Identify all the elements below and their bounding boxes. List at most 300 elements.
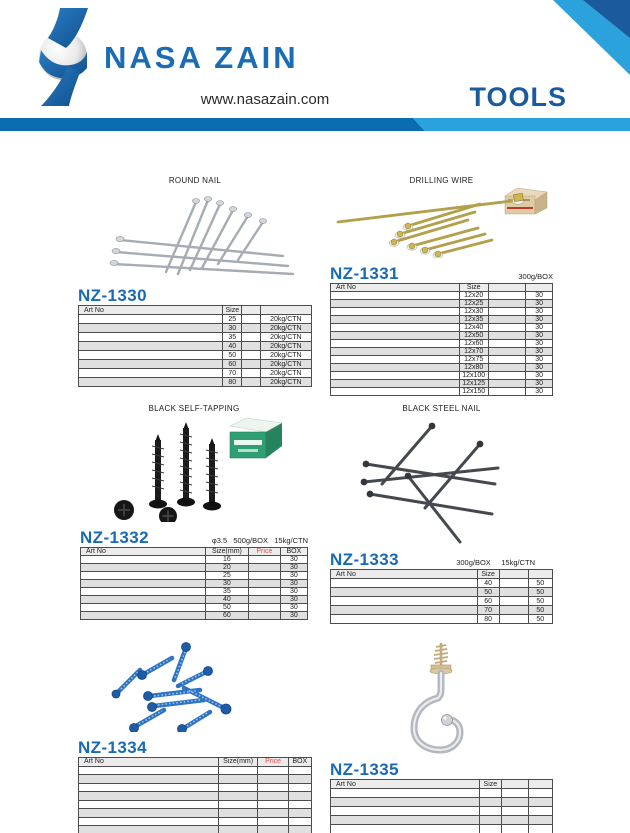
table-row [81, 580, 308, 588]
table-cell: 30 [526, 332, 553, 340]
table-cell: 30 [526, 308, 553, 316]
table-cell [331, 308, 460, 316]
table-cell: 12x100 [459, 372, 488, 380]
table-cell: 30 [280, 596, 307, 604]
table-row [81, 596, 308, 604]
table-cell: 20kg/CTN [260, 369, 311, 378]
model-number: NZ-1334 [78, 738, 147, 757]
table-cell: 80 [477, 615, 499, 624]
column-header: Size [223, 306, 242, 315]
table-cell: 50 [528, 597, 552, 606]
table-row [79, 775, 312, 784]
table-row [79, 351, 312, 360]
table-cell [499, 588, 528, 597]
table-cell: 50 [528, 606, 552, 615]
table-cell [79, 800, 219, 809]
header-divider-bar [0, 118, 630, 131]
table-row [331, 825, 553, 833]
table-cell: 12x35 [459, 316, 488, 324]
table-cell [488, 388, 526, 396]
column-header [501, 780, 528, 789]
table-cell [501, 825, 528, 833]
corner-ribbon-decoration [550, 0, 630, 78]
table-cell [242, 369, 261, 378]
table-row [79, 809, 312, 818]
table-cell: 12x40 [459, 324, 488, 332]
model-number: NZ-1330 [78, 286, 147, 305]
column-header: BOX [280, 548, 307, 556]
gold-drilling-screws-image [330, 188, 553, 258]
table-cell [488, 316, 526, 324]
table-row [81, 604, 308, 612]
table-row [331, 388, 553, 396]
table-cell [331, 364, 460, 372]
table-cell [248, 580, 280, 588]
table-row [331, 356, 553, 364]
column-header: Art No [79, 306, 223, 315]
table-cell: 50 [528, 615, 552, 624]
table-cell: 50 [223, 351, 242, 360]
column-header: Size(mm) [218, 758, 258, 767]
table-cell: 30 [526, 348, 553, 356]
packing-spec: φ3.5 500g/BOX 15kg/CTN [211, 536, 308, 545]
table-row [81, 564, 308, 572]
table-cell [258, 792, 288, 801]
table-cell: 30 [280, 580, 307, 588]
round-nails-image [78, 188, 312, 280]
size-table [330, 283, 553, 396]
table-cell [81, 556, 206, 564]
table-cell: 30 [526, 364, 553, 372]
table-cell [258, 775, 288, 784]
table-row [331, 588, 553, 597]
table-row [331, 380, 553, 388]
table-cell: 40 [205, 596, 248, 604]
table-cell [488, 372, 526, 380]
product-title: ROUND NAIL [168, 176, 222, 185]
table-cell: 12x70 [459, 348, 488, 356]
table-cell [218, 766, 258, 775]
table-cell: 30 [205, 580, 248, 588]
table-cell [79, 360, 223, 369]
table-cell [488, 292, 526, 300]
table-cell [288, 826, 311, 833]
table-cell [79, 817, 219, 826]
column-header [499, 570, 528, 579]
table-row [331, 816, 553, 825]
black-self-tapping-screws-image [80, 416, 308, 522]
table-cell: 30 [280, 572, 307, 580]
table-cell [81, 612, 206, 620]
cup-hook-image [330, 638, 553, 754]
column-header [260, 306, 311, 315]
table-cell [79, 766, 219, 775]
table-cell: 30 [526, 300, 553, 308]
product-section-nz-1330 [78, 176, 312, 387]
table-cell: 35 [205, 588, 248, 596]
table-cell: 50 [528, 588, 552, 597]
page-title: TOOLS [469, 82, 567, 112]
table-row [331, 789, 553, 798]
brand-name: NASA ZAIN [104, 40, 299, 75]
table-cell [331, 292, 460, 300]
table-cell [331, 807, 480, 816]
table-cell: 70 [223, 369, 242, 378]
table-cell [218, 792, 258, 801]
table-cell [488, 324, 526, 332]
column-header: Art No [331, 780, 480, 789]
table-cell [488, 348, 526, 356]
model-number: NZ-1332 [80, 528, 149, 547]
table-cell: 20kg/CTN [260, 360, 311, 369]
table-row [79, 342, 312, 351]
table-row [331, 340, 553, 348]
table-cell [331, 825, 480, 833]
table-cell: 30 [526, 372, 553, 380]
table-cell [488, 340, 526, 348]
table-row [331, 292, 553, 300]
column-header [528, 570, 552, 579]
table-cell [331, 606, 478, 615]
table-cell: 12x125 [459, 380, 488, 388]
table-cell: 20 [205, 564, 248, 572]
nasa-zain-logo [33, 8, 95, 106]
table-cell: 50 [528, 579, 552, 588]
column-header: Size(mm) [205, 548, 248, 556]
packing-spec: 300g/BOX 15kg/CTN [456, 558, 535, 567]
column-header: BOX [288, 758, 311, 767]
table-cell [218, 775, 258, 784]
table-cell: 20kg/CTN [260, 351, 311, 360]
model-number: NZ-1331 [330, 264, 399, 283]
table-cell [242, 378, 261, 387]
column-header: Art No [331, 570, 478, 579]
table-cell [79, 792, 219, 801]
column-header: Price [258, 758, 288, 767]
table-cell [331, 316, 460, 324]
table-cell [528, 816, 552, 825]
table-cell [331, 798, 480, 807]
product-section-nz-1332 [80, 404, 308, 620]
table-cell [501, 789, 528, 798]
table-cell [331, 348, 460, 356]
table-cell: 30 [526, 324, 553, 332]
table-cell [81, 604, 206, 612]
website-url: www.nasazain.com [200, 91, 330, 108]
table-cell: 30 [280, 604, 307, 612]
table-cell: 40 [223, 342, 242, 351]
table-cell: 20kg/CTN [260, 378, 311, 387]
table-cell [258, 766, 288, 775]
table-cell: 35 [223, 333, 242, 342]
model-number: NZ-1333 [330, 550, 399, 569]
table-cell [331, 789, 480, 798]
table-cell [331, 372, 460, 380]
table-cell: 30 [526, 316, 553, 324]
product-section-nz-1331 [330, 176, 553, 396]
table-cell [248, 604, 280, 612]
table-cell [258, 809, 288, 818]
table-cell [258, 817, 288, 826]
table-cell: 20kg/CTN [260, 315, 311, 324]
table-row [331, 798, 553, 807]
column-header [526, 284, 553, 292]
product-title: BLACK SELF-TAPPING [148, 404, 240, 413]
table-cell [79, 809, 219, 818]
table-cell [499, 615, 528, 624]
table-cell [479, 789, 501, 798]
table-cell: 30 [526, 340, 553, 348]
table-cell [81, 588, 206, 596]
table-cell [288, 766, 311, 775]
table-header-row [331, 570, 553, 579]
column-header: Size [477, 570, 499, 579]
table-row [331, 364, 553, 372]
table-cell [288, 800, 311, 809]
table-cell [528, 825, 552, 833]
table-cell [488, 308, 526, 316]
table-row [81, 572, 308, 580]
column-header: Price [248, 548, 280, 556]
table-cell [248, 612, 280, 620]
table-row [79, 315, 312, 324]
table-cell [331, 332, 460, 340]
size-table [330, 569, 553, 624]
table-cell [248, 572, 280, 580]
table-row [331, 316, 553, 324]
table-row [81, 588, 308, 596]
table-cell [479, 825, 501, 833]
table-cell: 40 [477, 579, 499, 588]
table-cell [288, 809, 311, 818]
table-cell [288, 792, 311, 801]
table-cell [242, 315, 261, 324]
table-row [79, 324, 312, 333]
table-row [79, 817, 312, 826]
table-row [79, 766, 312, 775]
table-cell: 30 [280, 588, 307, 596]
table-cell [258, 800, 288, 809]
table-row [331, 348, 553, 356]
table-cell: 70 [477, 606, 499, 615]
table-cell: 30 [280, 612, 307, 620]
table-cell [288, 783, 311, 792]
table-header-row [81, 548, 308, 556]
table-cell [501, 807, 528, 816]
table-cell [258, 783, 288, 792]
size-table [330, 779, 553, 833]
table-row [79, 369, 312, 378]
table-row [331, 615, 553, 624]
table-cell [81, 596, 206, 604]
size-table [78, 757, 312, 833]
table-cell [488, 332, 526, 340]
table-cell: 30 [223, 324, 242, 333]
table-row [331, 807, 553, 816]
table-cell [248, 564, 280, 572]
table-cell [242, 342, 261, 351]
table-cell [331, 588, 478, 597]
table-cell [331, 579, 478, 588]
table-cell: 12x75 [459, 356, 488, 364]
table-cell [488, 356, 526, 364]
table-cell [242, 360, 261, 369]
table-row [79, 360, 312, 369]
table-cell: 30 [526, 292, 553, 300]
table-cell [79, 783, 219, 792]
table-row [331, 324, 553, 332]
table-cell: 20kg/CTN [260, 333, 311, 342]
table-cell: 12x50 [459, 332, 488, 340]
table-row [331, 300, 553, 308]
table-cell [218, 783, 258, 792]
column-header: Size [479, 780, 501, 789]
product-section-nz-1334 [78, 638, 312, 833]
table-cell [79, 342, 223, 351]
table-cell: 12x30 [459, 308, 488, 316]
table-row [331, 597, 553, 606]
table-cell: 25 [223, 315, 242, 324]
table-cell: 60 [223, 360, 242, 369]
table-cell [528, 807, 552, 816]
table-cell: 12x25 [459, 300, 488, 308]
table-row [79, 783, 312, 792]
table-cell [79, 351, 223, 360]
size-table [78, 305, 312, 387]
table-cell: 60 [477, 597, 499, 606]
table-cell [499, 606, 528, 615]
table-cell [501, 798, 528, 807]
table-cell [248, 556, 280, 564]
table-row [331, 332, 553, 340]
table-cell: 25 [205, 572, 248, 580]
table-cell [248, 588, 280, 596]
table-cell [79, 369, 223, 378]
table-cell [499, 579, 528, 588]
table-row [79, 333, 312, 342]
table-cell [218, 817, 258, 826]
table-cell [331, 324, 460, 332]
table-cell [488, 300, 526, 308]
table-cell [79, 826, 219, 833]
column-header: Art No [79, 758, 219, 767]
table-cell [288, 817, 311, 826]
table-cell [331, 816, 480, 825]
table-cell [331, 300, 460, 308]
table-cell [79, 333, 223, 342]
table-header-row [79, 758, 312, 767]
table-cell: 30 [526, 388, 553, 396]
table-cell [218, 826, 258, 833]
column-header: Art No [331, 284, 460, 292]
column-header [488, 284, 526, 292]
table-cell [248, 596, 280, 604]
table-row [331, 372, 553, 380]
table-cell: 12x20 [459, 292, 488, 300]
table-cell: 60 [205, 612, 248, 620]
table-cell: 80 [223, 378, 242, 387]
size-table [80, 547, 308, 620]
table-cell [242, 351, 261, 360]
table-cell: 30 [280, 556, 307, 564]
table-cell [79, 378, 223, 387]
table-cell: 30 [280, 564, 307, 572]
table-cell [242, 324, 261, 333]
table-cell [218, 800, 258, 809]
table-cell [331, 380, 460, 388]
table-cell [288, 775, 311, 784]
packing-spec: 300g/BOX [518, 272, 553, 281]
table-cell [81, 564, 206, 572]
black-steel-nails-image [330, 416, 553, 544]
table-cell [331, 388, 460, 396]
table-cell [499, 597, 528, 606]
table-cell [331, 340, 460, 348]
column-header [242, 306, 261, 315]
model-number: NZ-1335 [330, 760, 399, 779]
table-cell [79, 775, 219, 784]
table-row [331, 606, 553, 615]
column-header: Art No [81, 548, 206, 556]
table-cell [528, 798, 552, 807]
blue-screws-image [78, 638, 312, 732]
table-cell [218, 809, 258, 818]
table-cell: 30 [526, 356, 553, 364]
table-row [79, 792, 312, 801]
table-row [79, 800, 312, 809]
table-row [79, 826, 312, 833]
table-cell [81, 572, 206, 580]
table-cell [501, 816, 528, 825]
table-header-row [331, 284, 553, 292]
table-cell: 50 [477, 588, 499, 597]
table-row [331, 308, 553, 316]
table-cell [258, 826, 288, 833]
table-cell [479, 798, 501, 807]
table-cell [81, 580, 206, 588]
table-cell [488, 380, 526, 388]
table-header-row [79, 306, 312, 315]
column-header [528, 780, 552, 789]
column-header: Size [459, 284, 488, 292]
table-cell: 50 [205, 604, 248, 612]
table-cell: 16 [205, 556, 248, 564]
table-row [81, 612, 308, 620]
product-section-nz-1335 [330, 638, 553, 833]
table-cell: 30 [526, 380, 553, 388]
table-cell [79, 324, 223, 333]
table-cell [331, 615, 478, 624]
table-cell: 12x80 [459, 364, 488, 372]
table-cell: 12x150 [459, 388, 488, 396]
table-cell [242, 333, 261, 342]
table-cell [331, 356, 460, 364]
table-cell [479, 816, 501, 825]
table-row [81, 556, 308, 564]
product-title: DRILLING WIRE [409, 176, 474, 185]
table-cell: 20kg/CTN [260, 342, 311, 351]
table-cell [479, 807, 501, 816]
product-section-nz-1333 [330, 404, 553, 624]
table-cell: 12x60 [459, 340, 488, 348]
product-title: BLACK STEEL NAIL [402, 404, 481, 413]
table-row [331, 579, 553, 588]
table-cell: 20kg/CTN [260, 324, 311, 333]
table-cell [528, 789, 552, 798]
table-cell [79, 315, 223, 324]
table-cell [331, 597, 478, 606]
table-header-row [331, 780, 553, 789]
